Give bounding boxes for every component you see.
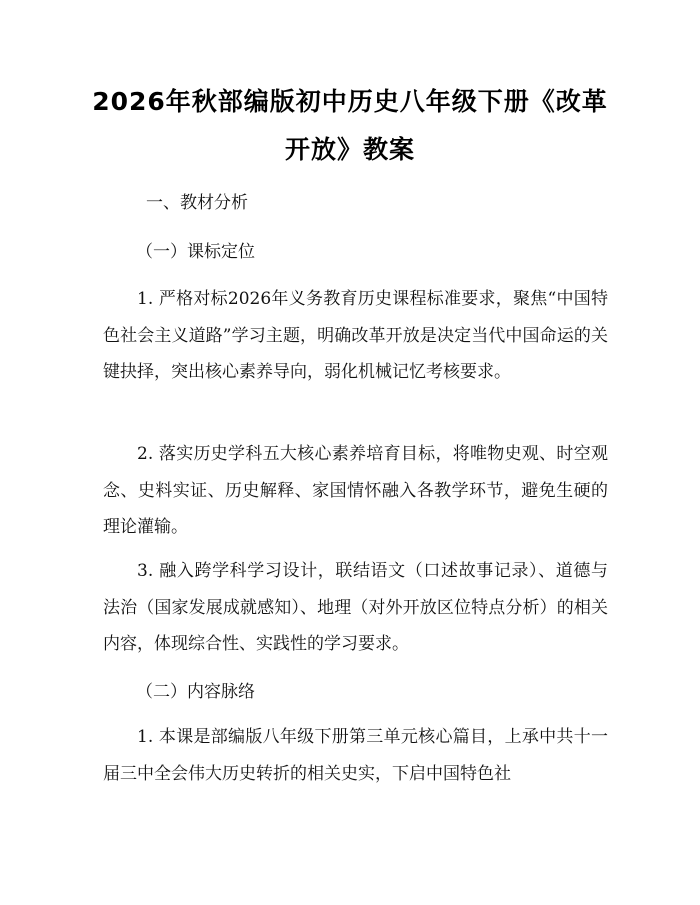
- paragraph-curriculum-item-1: 1. 严格对标2026年义务教育历史课程标准要求，聚焦“中国特色社会主义道路”学习主题，明确改革开放是决定当代中国命运的关键抉择，突出核心素养导向，弱化机械记忆考核要求。: [103, 289, 608, 382]
- paragraph-curriculum-item-2: 2. 落实历史学科五大核心素养培育目标，将唯物史观、时空观念、史料实证、历史解释、家国情怀融入各教学环节，避免生硬的理论灌输。: [103, 444, 608, 537]
- section-heading-textbook-analysis: 一、教材分析: [146, 193, 248, 213]
- document-title: 2026年秋部编版初中历史八年级下册《改革开放》教案: [92, 87, 608, 164]
- paragraph-context-item-1: 1. 本课是部编版八年级下册第三单元核心篇目，上承中共十一届三中全会伟大历史转折的相关史实，下启中国特色社: [103, 727, 608, 784]
- paragraph-curriculum-item-3: 3. 融入跨学科学习设计，联结语文（口述故事记录）、道德与法治（国家发展成就感知）、地理（对外开放区位特点分析）的相关内容，体现综合性、实践性的学习要求。: [103, 561, 608, 654]
- subsection-heading-curriculum-positioning: （一）课标定位: [136, 242, 255, 262]
- subsection-heading-content-context: （二）内容脉络: [136, 682, 255, 702]
